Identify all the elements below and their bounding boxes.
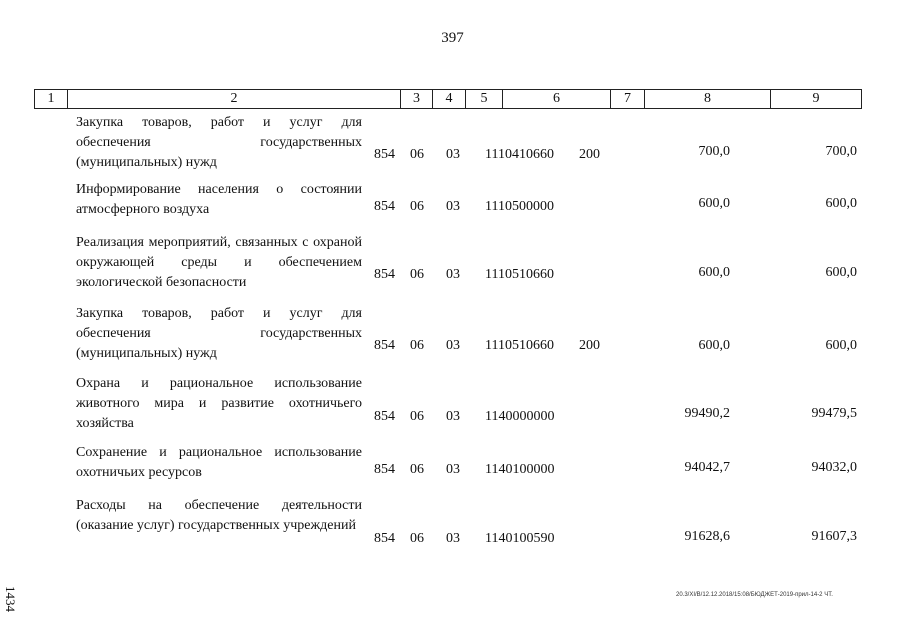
row-section-code: 06 bbox=[410, 409, 424, 424]
row-section-code: 06 bbox=[410, 462, 424, 477]
row-subsection-code: 03 bbox=[446, 409, 460, 424]
row-target-code: 1110500000 bbox=[485, 199, 554, 214]
header-col-7: 7 bbox=[611, 90, 645, 108]
row-amount-col8: 700,0 bbox=[698, 144, 730, 159]
row-amount-col8: 99490,2 bbox=[684, 406, 730, 421]
header-col-5: 5 bbox=[466, 90, 503, 108]
header-col-4: 4 bbox=[433, 90, 466, 108]
row-amount-col8: 600,0 bbox=[698, 265, 730, 280]
row-amount-col9: 94032,0 bbox=[811, 460, 857, 475]
row-section-code: 06 bbox=[410, 199, 424, 214]
header-col-3: 3 bbox=[401, 90, 433, 108]
row-target-code: 1110510660 bbox=[485, 338, 554, 353]
row-section-code: 06 bbox=[410, 531, 424, 546]
row-ministry-code: 854 bbox=[374, 531, 395, 546]
row-subsection-code: 03 bbox=[446, 531, 460, 546]
row-section-code: 06 bbox=[410, 147, 424, 162]
row-amount-col8: 91628,6 bbox=[684, 529, 730, 544]
row-ministry-code: 854 bbox=[374, 147, 395, 162]
row-amount-col9: 91607,3 bbox=[811, 529, 857, 544]
row-expense-type: 200 bbox=[579, 338, 600, 353]
row-ministry-code: 854 bbox=[374, 409, 395, 424]
row-amount-col9: 700,0 bbox=[825, 144, 857, 159]
row-subsection-code: 03 bbox=[446, 338, 460, 353]
footer-document-reference: 20.3/XI/В/12.12.2018/15:08/БЮДЖЕТ-2019-прил-14-2 ЧТ. bbox=[676, 592, 833, 598]
row-subsection-code: 03 bbox=[446, 147, 460, 162]
row-ministry-code: 854 bbox=[374, 199, 395, 214]
header-col-6: 6 bbox=[503, 90, 611, 108]
row-description: Закупка товаров, работ и услуг для обеспечения государственных (муниципальных) нужд bbox=[76, 115, 362, 170]
row-description: Сохранение и рациональное использование охотничьих ресурсов bbox=[76, 445, 362, 480]
row-description: Охрана и рациональное использование животного мира и развитие охотничьего хозяйства bbox=[76, 376, 362, 431]
row-amount-col8: 600,0 bbox=[698, 338, 730, 353]
row-subsection-code: 03 bbox=[446, 199, 460, 214]
row-ministry-code: 854 bbox=[374, 338, 395, 353]
row-ministry-code: 854 bbox=[374, 462, 395, 477]
row-section-code: 06 bbox=[410, 338, 424, 353]
page-number: 397 bbox=[441, 30, 464, 46]
header-col-8: 8 bbox=[645, 90, 771, 108]
margin-sheet-number: 1434 bbox=[3, 586, 18, 612]
row-target-code: 1140100000 bbox=[485, 462, 555, 477]
header-col-1: 1 bbox=[35, 90, 68, 108]
header-col-2: 2 bbox=[68, 90, 401, 108]
row-subsection-code: 03 bbox=[446, 462, 460, 477]
row-amount-col8: 94042,7 bbox=[684, 460, 730, 475]
row-description: Расходы на обеспечение деятельности (оказание услуг) государственных учреждений bbox=[76, 498, 362, 533]
row-amount-col9: 99479,5 bbox=[811, 406, 857, 421]
header-col-9: 9 bbox=[812, 91, 820, 106]
row-expense-type: 200 bbox=[579, 147, 600, 162]
row-description: Реализация мероприятий, связанных с охраной окружающей среды и обеспечением экологической безопасности bbox=[76, 235, 362, 290]
row-subsection-code: 03 bbox=[446, 267, 460, 282]
row-target-code: 1110510660 bbox=[485, 267, 554, 282]
row-target-code: 1140000000 bbox=[485, 409, 555, 424]
row-target-code: 1110410660 bbox=[485, 147, 554, 162]
row-amount-col9: 600,0 bbox=[825, 196, 857, 211]
row-description: Закупка товаров, работ и услуг для обеспечения государственных (муниципальных) нужд bbox=[76, 306, 362, 361]
row-section-code: 06 bbox=[410, 267, 424, 282]
row-amount-col9: 600,0 bbox=[825, 265, 857, 280]
row-target-code: 1140100590 bbox=[485, 531, 555, 546]
row-amount-col8: 600,0 bbox=[698, 196, 730, 211]
row-ministry-code: 854 bbox=[374, 267, 395, 282]
row-description: Информирование населения о состоянии атмосферного воздуха bbox=[76, 182, 362, 217]
row-amount-col9: 600,0 bbox=[825, 338, 857, 353]
